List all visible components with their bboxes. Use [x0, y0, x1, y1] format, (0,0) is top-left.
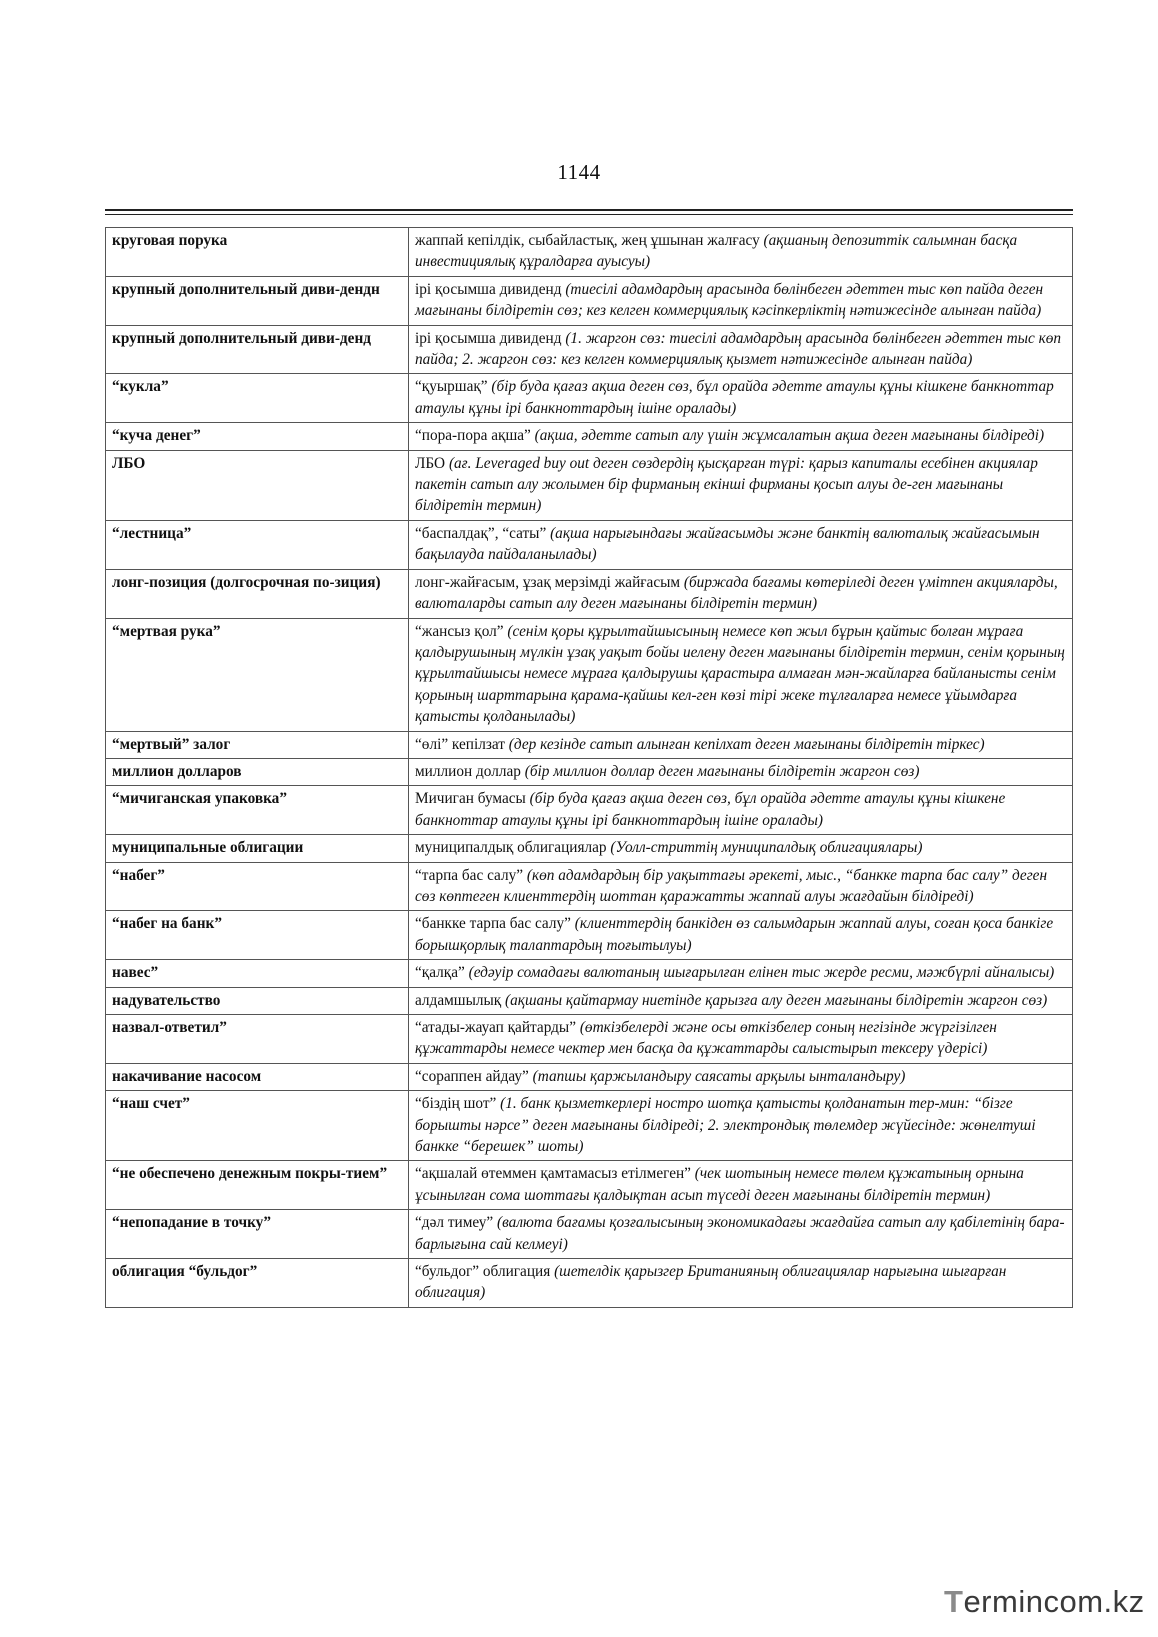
- glossary-row: [106, 911, 1073, 960]
- definition-cell: [409, 987, 1073, 1014]
- definition-main: “өлі” кепілзат: [415, 735, 509, 753]
- glossary-row: [106, 835, 1073, 862]
- glossary-row: [106, 731, 1073, 758]
- termincom-logo: [944, 1584, 1144, 1624]
- definition-main: “сораппен айдау”: [415, 1067, 533, 1085]
- definition-cell: [409, 1015, 1073, 1064]
- glossary-row: [106, 569, 1073, 618]
- logo-text: ermincom.kz: [963, 1584, 1145, 1619]
- term-cell: “кукла”: [106, 374, 409, 423]
- term-cell: навес”: [106, 960, 409, 987]
- definition-note: (ақшаның депозиттік салымнан басқа инвестициялық құралдарға ауысуы): [415, 232, 1018, 271]
- term-cell: муниципальные облигации: [106, 835, 409, 862]
- definition-cell: [409, 618, 1073, 731]
- definition-note: (ағ. Leveraged buy out деген сөздердің қысқарған түрі: қарыз капиталы есебінен акциялар пакетін сатып алу жолымен бір фирманың екінші фирманы қосып алуы де-ген мағынаны білдіретін термин): [415, 454, 1038, 515]
- definition-cell: [409, 1210, 1073, 1259]
- term-cell: “наш счет”: [106, 1091, 409, 1161]
- glossary-table: [105, 227, 1073, 1308]
- glossary-row: [106, 758, 1073, 785]
- glossary-row: [106, 1091, 1073, 1161]
- definition-cell: [409, 911, 1073, 960]
- term-cell: “набег”: [106, 862, 409, 911]
- term-cell: “набег на банк”: [106, 911, 409, 960]
- definition-main: ірі қосымша дивиденд: [415, 280, 566, 298]
- definition-note: (едәуір сомадағы валютаның шығарылған елінен тыс жерде ресми, мәжбүрлі айналысы): [468, 964, 1055, 982]
- term-cell: “мертвая рука”: [106, 618, 409, 731]
- definition-main: миллион доллар: [415, 762, 525, 780]
- glossary-row: [106, 1015, 1073, 1064]
- definition-main: “біздің шот”: [415, 1095, 501, 1113]
- definition-main: “жансыз қол”: [415, 622, 508, 640]
- definition-note: (дер кезінде сатып алынған кепілхат деген мағынаны білдіретін тіркес): [508, 735, 985, 753]
- definition-cell: [409, 325, 1073, 374]
- definition-note: (валюта бағамы қозғалысының экономикадағы жағдайға сатып алу қабілетінің бара-барлығына сай келмеуі): [415, 1214, 1065, 1253]
- definition-main: лонг-жайғасым, ұзақ мерзімді жайғасым: [415, 573, 684, 591]
- definition-cell: [409, 276, 1073, 325]
- definition-main: Мичиган бумасы: [415, 790, 530, 808]
- definition-cell: [409, 1091, 1073, 1161]
- term-cell: “куча денег”: [106, 423, 409, 450]
- term-cell: “мертвый” залог: [106, 731, 409, 758]
- definition-cell: [409, 569, 1073, 618]
- term-cell: “не обеспечено денежным покры-тием”: [106, 1161, 409, 1210]
- definition-cell: [409, 1161, 1073, 1210]
- term-cell: лонг-позиция (долгосрочная по-зиция): [106, 569, 409, 618]
- definition-cell: [409, 374, 1073, 423]
- definition-cell: [409, 862, 1073, 911]
- definition-cell: [409, 758, 1073, 785]
- definition-note: (көп адамдардың бір уақыттағы әрекеті, мыс., “банкке тарпа бас салу” деген сөз көптеген клиенттердің шоттан қаражатты жаппай алуы жағдайын білдіреді): [415, 866, 1048, 905]
- logo-mark: T: [944, 1584, 964, 1619]
- term-cell: “мичиганская упаковка”: [106, 786, 409, 835]
- definition-note: (бір миллион доллар деген мағынаны білдіретін жаргон сөз): [524, 762, 920, 780]
- definition-main: “қалқа”: [415, 964, 469, 982]
- glossary-row: [106, 450, 1073, 520]
- definition-main: “бульдог” облигация: [415, 1263, 555, 1281]
- term-cell: “непопадание в точку”: [106, 1210, 409, 1259]
- definition-main: “тарпа бас салу”: [415, 866, 527, 884]
- definition-main: ЛБО: [415, 454, 449, 472]
- definition-cell: [409, 228, 1073, 277]
- glossary-row: [106, 276, 1073, 325]
- glossary-row: [106, 618, 1073, 731]
- glossary-row: [106, 987, 1073, 1014]
- definition-cell: [409, 423, 1073, 450]
- definition-cell: [409, 450, 1073, 520]
- definition-note: (Уолл-стриттің муниципалдық облигациялары): [610, 839, 923, 857]
- definition-note: (бір буда қағаз ақша деген сөз, бұл орайда әдетте атаулы құны кішкене банкноттар атаулы құны ірі банкноттардың ішіне оралады): [415, 378, 1054, 417]
- definition-main: “атады-жауап қайтарды”: [415, 1019, 580, 1036]
- definition-main: муниципалдық облигациялар: [415, 839, 611, 857]
- definition-note: (1. банк қызметкерлері ностро шотқа қатысты қолданатын тер-мин: “бізге борышты нәрсе” деген мағынаны білдіреді; 2. электрондық төлемдер жүйесінде: жөнелтуші банкке “берешек” шоты): [415, 1095, 1036, 1156]
- glossary-row: [106, 423, 1073, 450]
- definition-cell: [409, 835, 1073, 862]
- definition-cell: [409, 1063, 1073, 1090]
- term-cell: круговая порука: [106, 228, 409, 277]
- term-cell: накачивание насосом: [106, 1063, 409, 1090]
- glossary-row: [106, 1259, 1073, 1308]
- header-rule: [105, 209, 1073, 215]
- definition-main: ірі қосымша дивиденд: [415, 329, 566, 347]
- definition-note: (ақша нарығындағы жайғасымды және банктің валюталық жайғасымын бақылауда пайдаланылады): [415, 524, 1040, 564]
- definition-note: (бір буда қағаз ақша деген сөз, бұл орайда әдетте атаулы құны кішкене банкноттар атаулы құны ірі банкноттардың ішіне оралады): [415, 790, 1006, 829]
- definition-main: алдамшылық: [415, 991, 506, 1009]
- glossary-row: [106, 960, 1073, 987]
- page-number: 1144: [557, 160, 601, 184]
- definition-cell: [409, 520, 1073, 569]
- term-cell: назвал-ответил”: [106, 1015, 409, 1064]
- definition-cell: [409, 1259, 1073, 1308]
- glossary-row: [106, 1210, 1073, 1259]
- definition-main: “банкке тарпа бас салу”: [415, 915, 575, 933]
- definition-note: (клиенттердің банкіден өз салымдарын жаппай алуы, соған қоса банкіге борышқорлық талаптардың тоғытылуы): [415, 915, 1054, 954]
- definition-note: (тиесілі адамдардың арасында бөлінбеген әдеттен тыс көп пайда деген мағынаны білдіретін сөз; кез келген коммерциялық кәсіпкерліктің нәтижесінде алынған пайда): [415, 280, 1044, 320]
- definition-note: (чек шотының немесе төлем құжатының орнына ұсынылған сома шоттағы қалдықтан асып түседі деген мағынаны білдіретін термин): [415, 1165, 1024, 1204]
- term-cell: надувательство: [106, 987, 409, 1014]
- definition-note: (шетелдік қарызгер Британияның облигациялар нарығына шығарған облигация): [415, 1263, 1007, 1302]
- definition-cell: [409, 731, 1073, 758]
- definition-note: (тапшы қаржыландыру саясаты арқылы ынталандыру): [532, 1067, 906, 1085]
- definition-main: “пора-пора ақша”: [415, 427, 535, 445]
- glossary-row: [106, 520, 1073, 569]
- definition-main: “дәл тимеу”: [415, 1214, 498, 1232]
- definition-note: (биржада бағамы көтеріледі деген үмітпен акцияларды, валюталарды сатып алу деген мағынаны білдіретін термин): [415, 573, 1058, 613]
- definition-main: жаппай кепілдік, сыбайластық, жең ұшынан жалғасу: [415, 232, 764, 249]
- term-cell: миллион долларов: [106, 758, 409, 785]
- glossary-row: [106, 1161, 1073, 1210]
- definition-note: (сенім қоры құрылтайшысының немесе көп жыл бұрын қайтыс болған мұраға қалдырушының мүлкін ұзақ уақыт бойы иелену деген мағынаны білдіретін термин, сенім қорының құрылтайшысы немесе мұраға қалдырушы қарастыра алмаған мән-жайларға байланысты сенім қорының шарттарына қарама-қайшы кел-ген көзі тірі жеке тұлғаларға немесе ұйымдарға қатысты қолданылады): [415, 622, 1065, 726]
- definition-main: “қуыршақ”: [415, 378, 492, 396]
- glossary-row: [106, 228, 1073, 277]
- term-cell: облигация “бульдог”: [106, 1259, 409, 1308]
- glossary-row: [106, 1063, 1073, 1090]
- term-cell: ЛБО: [106, 450, 409, 520]
- term-cell: крупный дополнительный диви-денд: [106, 325, 409, 374]
- definition-main: “ақшалай өтеммен қамтамасыз етілмеген”: [415, 1165, 695, 1183]
- definition-main: “баспалдақ”, “саты”: [415, 524, 551, 542]
- glossary-row: [106, 786, 1073, 835]
- definition-note: (ақша, әдетте сатып алу үшін жұмсалатын ақша деген мағынаны білдіреді): [534, 427, 1045, 445]
- term-cell: “лестница”: [106, 520, 409, 569]
- definition-note: (1. жаргон сөз: тиесілі адамдардың арасында бөлінбеген әдеттен тыс көп пайда; 2. жаргон сөз: кез келген коммерциялық қызмет нәтижесінде алынған пайда): [415, 329, 1062, 369]
- definition-note: (ақшаны қайтармау ниетінде қарызға алу деген мағынаны білдіретін жаргон сөз): [505, 991, 1048, 1009]
- definition-note: (өткізбелерді және осы өткізбелер соның негізінде жүргізілген құжаттарды немесе чектер мен басқа да құжаттарды салыстырып тексеру үдерісі): [415, 1019, 997, 1058]
- definition-cell: [409, 960, 1073, 987]
- glossary-body: [106, 228, 1073, 1308]
- term-cell: крупный дополнительный диви-дендн: [106, 276, 409, 325]
- glossary-row: [106, 862, 1073, 911]
- glossary-row: [106, 325, 1073, 374]
- definition-cell: [409, 786, 1073, 835]
- glossary-row: [106, 374, 1073, 423]
